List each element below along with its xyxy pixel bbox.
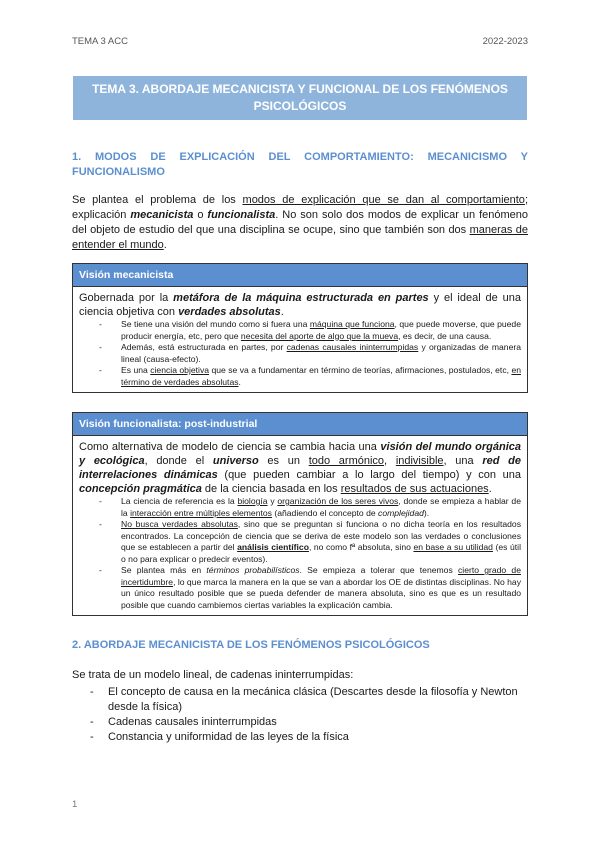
list-item: - Constancia y uniformidad de las leyes de la física <box>90 731 349 743</box>
document-title-box <box>73 76 527 120</box>
section2-list <box>86 685 528 745</box>
header-course: TEMA 3 ACC <box>72 36 128 47</box>
functionalist-view-box <box>72 412 528 616</box>
list-item: - Se tiene una visión del mundo como si fuera una máquina que funciona, que puede moverse, que puede producir energía, etc, pero que necesita del aporte de algo que la mueva, es decir, de una causa. <box>121 319 521 342</box>
functionalist-intro: Como alternativa de modelo de ciencia se cambia hacia una visión del mundo orgánica y ecológica, donde el universo es un todo armónico, indivisible, una red de interrelaciones dinámicas (que pueden cambiar a lo largo del tiempo) y con una concepción pragmática de la ciencia basada en los resultados de sus actuaciones. <box>79 441 522 495</box>
list-item: - Además, está estructurada en partes, por cadenas causales ininterrumpidas y organizadas de manera lineal (causa-efecto). <box>121 342 521 365</box>
list-item: - Se plantea más en términos probabilísticos. Se empieza a tolerar que tenemos cierto grado de incertidumbre, lo que marca la manera en la que se van a abordar los OE de distintas disciplinas. No hay un único resultado posible que se pueda defender de manera absoluta, sino es que es un resultado posible que cuando cambiemos ciertas variables la explicación cambia. <box>121 565 521 611</box>
list-item: - No busca verdades absolutas, sino que se preguntan si funciona o no dicha teoría en los resultados encontrados. La concepción de ciencia que se deriva de este modelo son las verdades o conclusiones que se establecen a partir del análisis científico, no como fª absoluta, sino en base a su utilidad (es útil o no para explicar o predecir eventos). <box>121 519 521 565</box>
section2-intro: Se trata de un modelo lineal, de cadenas ininterrumpidas: <box>72 669 354 681</box>
section1-paragraph: Se plantea el problema de los modos de explicación que se dan al comportamiento; explicación mecanicista o funcionalista. No son solo dos modos de explicar un fenómeno del objeto de estudio del que una disciplina se ocupe, sino que también son dos maneras de entender el mundo. <box>72 194 528 251</box>
functionalist-list <box>79 496 521 611</box>
header-year: 2022-2023 <box>482 36 528 47</box>
list-item: - El concepto de causa en la mecánica clásica (Descartes desde la filosofía y Newton desde la física) <box>90 686 518 713</box>
functionalist-view-title: Visión funcionalista: post-industrial <box>73 413 527 436</box>
list-item: - Cadenas causales ininterrumpidas <box>90 716 277 728</box>
document-title: TEMA 3. ABORDAJE MECANICISTA Y FUNCIONAL DE LOS FENÓMENOS PSICOLÓGICOS <box>92 82 508 113</box>
mechanicist-view-box <box>72 263 528 393</box>
section1-heading: 1. MODOS DE EXPLICACIÓN DEL COMPORTAMIENTO: MECANICISMO Y FUNCIONALISMO <box>72 151 528 178</box>
section2-heading: 2. ABORDAJE MECANICISTA DE LOS FENÓMENOS PSICOLÓGICOS <box>72 639 430 651</box>
list-item: - Es una ciencia objetiva que se va a fundamentar en término de teorías, afirmaciones, postulados, etc, en término de verdades absolutas. <box>121 365 521 388</box>
mechanicist-list <box>79 319 521 388</box>
list-item: - La ciencia de referencia es la biología y organización de los seres vivos, donde se empieza a hablar de la interacción entre múltiples elementos (añadiendo el concepto de complejidad). <box>121 496 521 519</box>
page-number: 1 <box>72 799 78 810</box>
mechanicist-intro: Gobernada por la metáfora de la máquina estructurada en partes y el ideal de una ciencia objetiva con verdades absolutas. <box>79 292 522 318</box>
mechanicist-view-title: Visión mecanicista <box>73 264 527 287</box>
